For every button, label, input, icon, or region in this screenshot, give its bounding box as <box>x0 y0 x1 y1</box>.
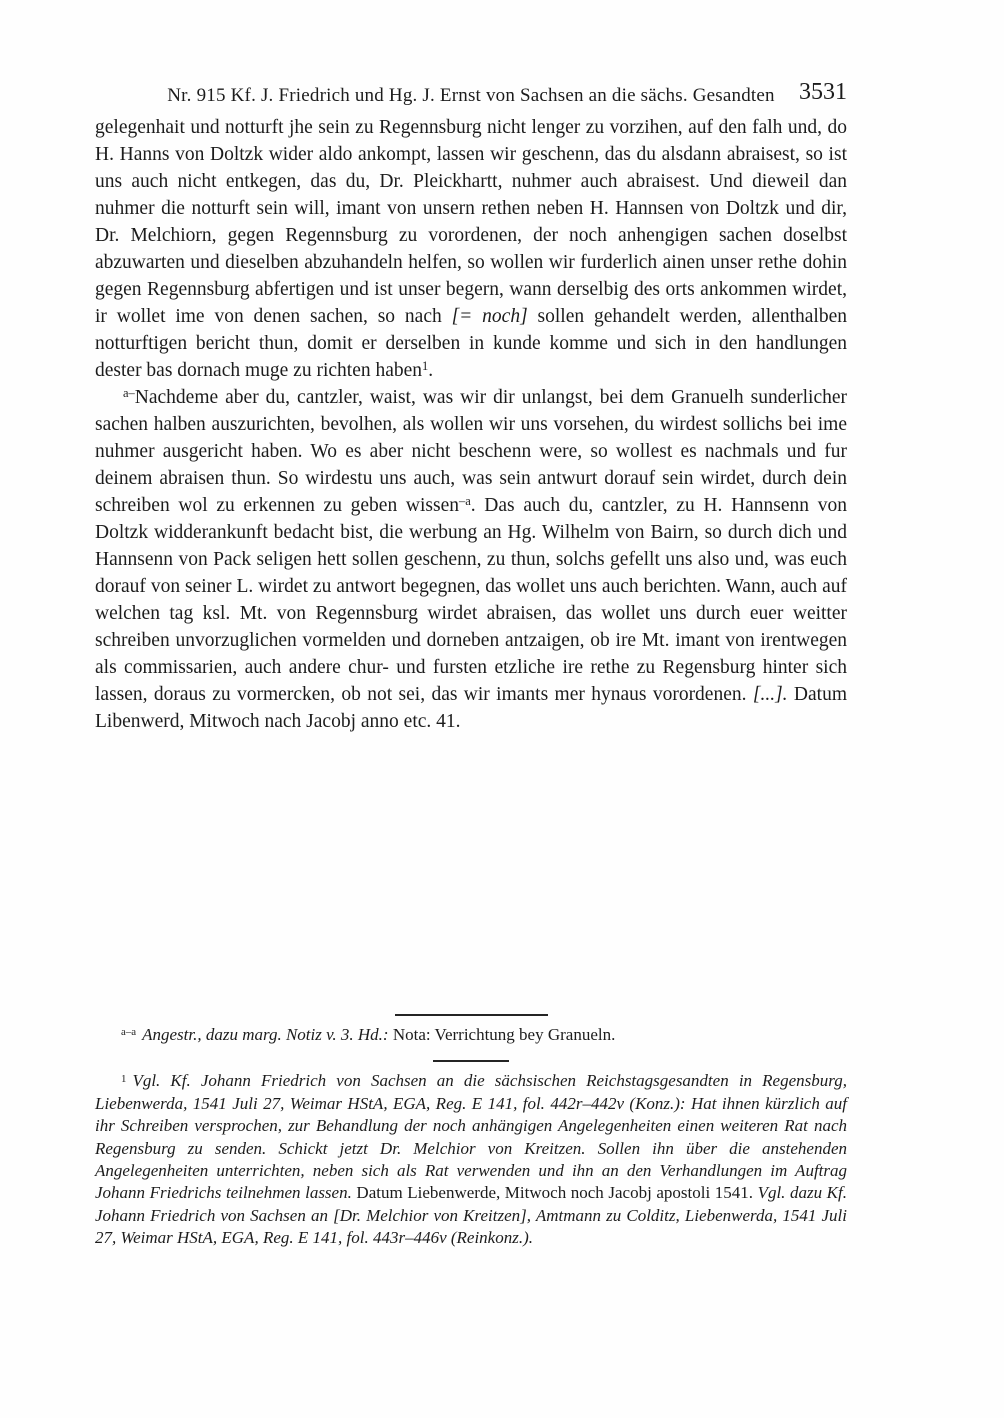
footnote-1-reference: 1 <box>422 359 429 374</box>
p1-editorial-insertion: [= noch] <box>451 306 528 327</box>
variant-marker-close: –a <box>458 494 471 509</box>
p2-text-3: Datum Libenwerd, Mitwoch nach Jacobj anno etc. 41. <box>95 684 848 732</box>
paragraph-1 <box>95 114 847 384</box>
p2-text-2: . Das auch du, cantzler, zu H. Hannsenn von Doltzk widderankunft bedacht bist, die werbung an Hg. Wilhelm von Bairn, so durch dich und Hannsenn von Pack seligen hett sollen geschenn, zu thun, solchs gefellt uns also und, was euch dorauf von seiner L. wirdet zu antwort begegnen, das wollet uns auch berichten. Wann, auch auf welchen tag ksl. Mt. von Regennsburg wirdet abraisen, das wollet uns durch euer weitter schreiben unvorzuglichen vormelden und dorneben antzaigen, ob ire Mt. imant von irentwegen als commissarien, auch andere chur- und fursten etzliche ire rethe zu Regensburg hinter sich lassen, doraus zu vormercken, ob not sei, das wir imants mer hynaus vorordenen. <box>95 495 847 705</box>
footnote-1-marker: 1 <box>121 1072 127 1085</box>
footnotes-section <box>95 1006 847 1250</box>
p1-text-3: . <box>428 360 434 381</box>
footnote-1-datum-text: Datum Liebenwerde, Mitwoch noch Jacobj apostoli 1541. <box>351 1183 758 1203</box>
footnote-1 <box>95 1070 847 1249</box>
p2-editorial-omission: [...]. <box>752 684 788 705</box>
p2-text-1: Nachdeme aber du, cantzler, waist, was wir dir unlangst, bei dem Granuelh sunderlicher sachen halben auszurichten, bevolhen, als wollen wir uns vorsehen, du wirdest sollichs bei ime nuhmer ausgericht haben. Wo es aber nicht beschenn were, so wollest es nachmals und fur deinem abraisen thun. So wirdestu uns auch, was sein antwurt dorauf sein wirdet, durch dein schreiben wol zu erkennen zu geben wissen <box>95 387 847 516</box>
footnote-a <box>95 1024 847 1046</box>
footnote-1-reference-text-2: Vgl. dazu Kf. Johann Friedrich von Sachsen an [Dr. Melchior von Kreitzen], Amtmann zu Colditz, Liebenwerda, 1541 Juli 27, Weimar HStA, EGA, Reg. E 141, fol. 443r–446v (Reinkonz.). <box>95 1183 847 1248</box>
running-header <box>95 79 847 112</box>
running-header-title: Nr. 915 Kf. J. Friedrich und Hg. J. Ernst von Sachsen an die sächs. Gesandten <box>167 85 775 106</box>
footnote-a-marker: a–a <box>121 1026 137 1039</box>
page-number: 3531 <box>789 79 847 106</box>
footnote-a-apparatus-text: Angestr., dazu marg. Notiz v. 3. Hd.: <box>142 1025 389 1044</box>
p1-text-1: gelegenhait und notturft jhe sein zu Regennsburg nicht lenger zu vorzihen, auf den falh und, do H. Hanns von Doltzk wider aldo ankompt, lassen wir geschenn, das du alsdann abraisest, so ist uns auch nicht entkegen, das du, Dr. Pleickhartt, nuhmer auch abraisest. Und dieweil dan nuhmer die notturft sein will, imant von unsern rethen neben H. Hannsen von Doltzk und dir, Dr. Melchiorn, gegen Regennsburg zu vorordenen, der noch anhengigen sachen doselbst abzuwarten und dieselben abzuhandeln helfen, so wollen wir furderlich ainen unser rethe dohin gegen Regennsburg abfertigen und ist unser begern, wann derselbig des orts ankommen wirdet, ir wollet ime von denen sachen, so nach <box>95 117 847 327</box>
footnote-1-separator-rule <box>433 1060 509 1062</box>
p1-text-2: sollen gehandelt werden, allenthalben notturftigen bericht thun, domit er derselben in kunde komme und sich in den handlungen dester bas dornach muge zu richten haben <box>95 306 847 381</box>
footnote-a-note-text: Nota: Verrichtung bey Granueln. <box>388 1025 616 1044</box>
paragraph-2 <box>95 384 847 735</box>
variant-marker-open: a– <box>123 386 135 401</box>
footnote-a-separator-rule <box>395 1014 548 1016</box>
letter-text-block <box>95 114 847 735</box>
footnote-1-reference-text: Vgl. Kf. Johann Friedrich von Sachsen an die sächsischen Reichstagsgesandten in Regensburg, Liebenwerda, 1541 Juli 27, Weimar HStA, EGA, Reg. E 141, fol. 442r–442v (Konz.): Hat ihnen kürzlich auf ihr Schreiben versprochen, zur Behandlung der noch anhängigen Angelegenheiten einen weiteren Rat nach Regensburg zu senden. Schickt jetzt Dr. Melchior von Kreitzen. Sollen ihn über die anstehenden Angelegenheiten unterrichten, neben sich als Rat verwenden und ihn an den Verhandlungen im Auftrag Johann Friedrichs teilnehmen lassen. <box>95 1071 847 1203</box>
